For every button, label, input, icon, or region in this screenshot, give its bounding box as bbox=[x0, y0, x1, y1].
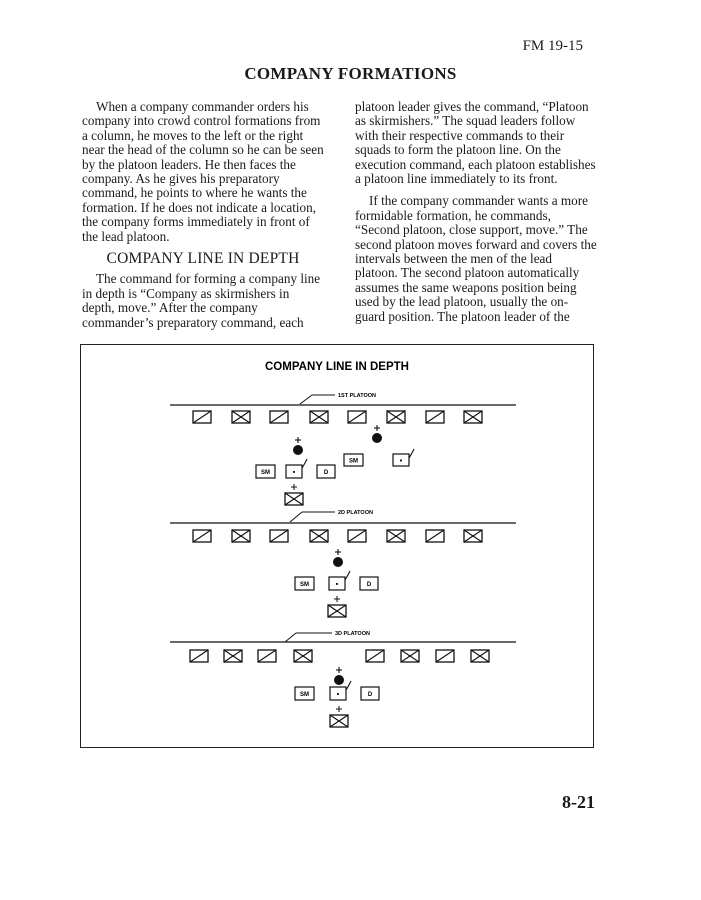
skirmisher-icon bbox=[401, 650, 419, 662]
skirmisher-icon bbox=[258, 650, 276, 662]
d-marker-label: D bbox=[366, 582, 372, 588]
flag-icon bbox=[345, 571, 350, 580]
flag-icon bbox=[409, 449, 414, 458]
skirmisher-icon bbox=[232, 411, 250, 423]
skirmisher-icon bbox=[464, 530, 482, 542]
skirmisher-icon bbox=[426, 530, 444, 542]
skirmisher-icon bbox=[232, 530, 250, 542]
radio-marker-label: • bbox=[292, 469, 296, 477]
skirmisher-icon bbox=[190, 650, 208, 662]
skirmisher-icon bbox=[366, 650, 384, 662]
right-paragraph-2: If the company commander wants a more formidable formation, he commands, “Second platoon, close support, move.” The second platoon moves forward and covers the intervals between the men of the lead platoon. The second platoon automatically assumes the same weapons position being used by the lead platoon, usually the on-guard position. The platoon leader of the bbox=[355, 193, 597, 324]
flag-icon bbox=[302, 459, 307, 468]
skirmisher-icon bbox=[270, 411, 288, 423]
skirmisher-icon bbox=[426, 411, 444, 423]
commander-icon bbox=[328, 605, 346, 617]
platoon-1-group bbox=[170, 393, 516, 505]
right-column bbox=[355, 100, 597, 332]
squad-leader-icon bbox=[372, 425, 382, 443]
platoon-3-label: 3D PLATOON bbox=[335, 631, 370, 637]
skirmisher-icon bbox=[436, 650, 454, 662]
sm-marker-label: SM bbox=[261, 470, 270, 476]
skirmisher-icon bbox=[348, 530, 366, 542]
left-column bbox=[82, 100, 324, 338]
commander-icon bbox=[285, 493, 303, 505]
skirmisher-icon bbox=[471, 650, 489, 662]
page-title: COMPANY FORMATIONS bbox=[244, 64, 457, 83]
skirmisher-icon bbox=[348, 411, 366, 423]
field-manual-code: FM 19-15 bbox=[522, 38, 583, 54]
skirmisher-icon bbox=[270, 530, 288, 542]
d-marker-label: D bbox=[367, 692, 373, 698]
platoon-leader-icon bbox=[334, 667, 344, 685]
sm-marker-label: SM bbox=[300, 582, 309, 588]
left-paragraph-1: When a company commander orders his company into crowd control formations from a column, he moves to the left or the right near the head of the column so he can be seen by the platoon leaders. He then faces the company. As he gives his preparatory command, he points to where he wants the formation. If he does not indicate a location, the company forms immediately in front of the lead platoon. bbox=[82, 99, 324, 244]
platoon-leader-icon bbox=[333, 549, 343, 567]
radio-marker-label: • bbox=[335, 581, 339, 589]
sm-marker-label: SM bbox=[300, 692, 309, 698]
flag-icon bbox=[346, 681, 351, 690]
commander-icon bbox=[330, 715, 348, 727]
sm-marker-label: SM bbox=[349, 458, 358, 465]
right-paragraph-1: platoon leader gives the command, “Platoon as skirmishers.” The squad leaders follow with their respective commands to their squads to form the platoon line. On the execution command, each platoon establishes a platoon line immediately to its front. bbox=[355, 99, 596, 187]
skirmisher-icon bbox=[310, 530, 328, 542]
skirmisher-icon bbox=[387, 411, 405, 423]
radio-marker-label: • bbox=[399, 458, 403, 465]
skirmisher-icon bbox=[464, 411, 482, 423]
skirmisher-icon bbox=[193, 411, 211, 423]
left-paragraph-2: The command for forming a company line in depth is “Company as skirmishers in depth, move.” After the company commander’s preparatory command, each bbox=[82, 271, 321, 330]
radio-marker-label: • bbox=[336, 691, 340, 699]
d-marker-label: D bbox=[323, 470, 329, 476]
skirmisher-icon bbox=[224, 650, 242, 662]
formation-diagram bbox=[80, 344, 594, 748]
skirmisher-icon bbox=[387, 530, 405, 542]
platoon-3-group bbox=[170, 631, 516, 727]
platoon-1-label: 1ST PLATOON bbox=[338, 393, 376, 399]
skirmisher-icon bbox=[310, 411, 328, 423]
page-number: 8-21 bbox=[562, 792, 595, 812]
skirmisher-icon bbox=[193, 530, 211, 542]
platoon-2-group bbox=[170, 510, 516, 617]
section-subheading: COMPANY LINE IN DEPTH bbox=[106, 250, 300, 268]
skirmisher-icon bbox=[294, 650, 312, 662]
figure-title: COMPANY LINE IN DEPTH bbox=[265, 361, 409, 373]
platoon-2-label: 2D PLATOON bbox=[338, 510, 373, 516]
platoon-leader-icon bbox=[293, 437, 303, 455]
